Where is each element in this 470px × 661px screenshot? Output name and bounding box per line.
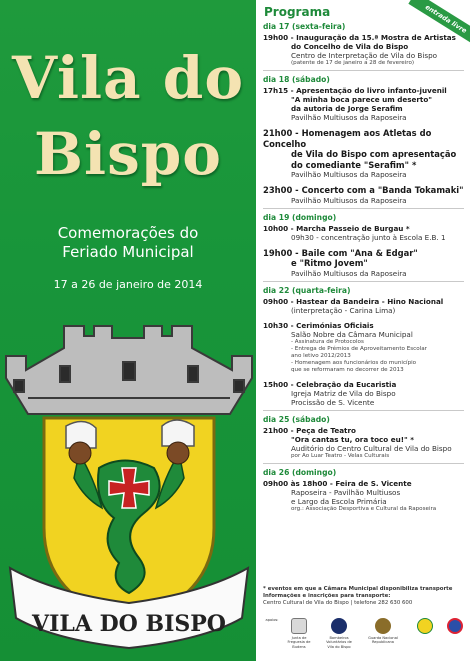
program-event: [263, 426, 464, 460]
municipio-icon: [417, 618, 433, 634]
logo-junta: [284, 618, 314, 649]
day-separator: [263, 410, 464, 411]
event-detail-line: Auditório do Centro Cultural de Vila do Bispo: [291, 443, 452, 453]
event-title-line: 17h15 - Apresentação do livro infanto-juvenil: [263, 86, 447, 95]
event-note-line: (patente de 17 de janeiro a 28 de fevereiro): [291, 60, 415, 66]
event-detail-line: Igreja Matriz de Vila do Bispo: [291, 388, 396, 398]
subtitle-line-2: Feriado Municipal: [62, 243, 194, 261]
subtitle-line-1: Comemorações do: [57, 224, 199, 242]
event-title-line: "A minha boca parece um deserto": [291, 95, 433, 104]
event-title-line: de Vila do Bispo com apresentação: [291, 149, 457, 159]
program-event: [263, 86, 464, 122]
event-detail-line: Pavilhão Multiusos da Raposeira: [291, 113, 407, 122]
event-title-line: do Concelho de Vila do Bispo: [291, 42, 409, 51]
day-heading: dia 18 (sábado): [263, 75, 330, 84]
program-event: [263, 380, 464, 407]
logo-gnr-label: Guarda Nacional Republicana: [368, 636, 398, 645]
program-list: [263, 22, 464, 513]
centro-cultural-icon: [447, 618, 463, 634]
event-gap: [263, 374, 464, 379]
junta-icon: [291, 618, 307, 634]
event-title-line: e "Ritmo Jovem": [291, 258, 368, 268]
day-heading: dia 25 (sábado): [263, 414, 330, 424]
event-detail-line: 09h30 - concentração junto à Escola E.B. 1: [291, 232, 446, 242]
footer-notes: [263, 586, 467, 607]
event-title-line: 10h30 - Cerimónias Oficiais: [263, 320, 374, 330]
event-detail-line: Salão Nobre da Câmara Municipal: [291, 329, 413, 339]
program-event: [263, 128, 464, 179]
program-event: [263, 185, 464, 205]
day-separator: [263, 70, 464, 71]
logo-centro-cultural: [440, 618, 470, 636]
footer-note-contact: Centro Cultural de Vila do Bispo | telefone 282 630 600: [263, 600, 413, 606]
mural-crown: [6, 326, 252, 414]
crest-banner-text: VILA DO BISPO: [32, 611, 226, 637]
program-event: [263, 33, 464, 67]
event-detail-line: e Largo da Escola Primária: [291, 496, 387, 506]
event-title-line: 21h00 - Peça de Teatro: [263, 425, 356, 435]
event-detail-line: Raposeira - Pavilhão Multiusos: [291, 487, 401, 497]
event-title-line: do comediante "Serafim" *: [291, 159, 417, 170]
program-heading: Programa: [264, 5, 331, 19]
sponsor-logos: [262, 618, 468, 660]
logo-gnr: [368, 618, 398, 645]
day-heading: dia 26 (domingo): [263, 467, 337, 477]
footer-note-transport: * eventos em que a Câmara Municipal disponibiliza transporte: [263, 586, 453, 592]
date-range: 17 a 26 de janeiro de 2014: [53, 278, 203, 291]
gnr-icon: [375, 618, 391, 634]
apoios-label: apoios:: [265, 618, 279, 622]
day-heading: dia 19 (domingo): [263, 212, 337, 222]
event-note-line: org.: Associação Desportiva e Cultural da Raposeira: [291, 505, 437, 512]
event-gap: [263, 242, 464, 247]
free-entry-ribbon: entrada livre: [408, 0, 470, 46]
title-line-1: Vila do: [11, 44, 245, 112]
coat-of-arms: [4, 318, 254, 653]
program-event: [263, 321, 464, 374]
program-event: [263, 297, 464, 315]
title-line-2: Bispo: [34, 120, 222, 188]
program-event: [263, 224, 464, 242]
event-title-line: 09h00 - Hastear da Bandeira - Hino Nacional: [263, 296, 444, 306]
day-heading: dia 17 (sexta-feira): [263, 22, 346, 31]
event-detail-line: (interpretação - Carina Lima): [291, 305, 396, 315]
bombeiros-icon: [331, 618, 347, 634]
event-title-line: da autoria de Jorge Serafim: [291, 104, 403, 113]
logo-bombeiros-label: Bombeiros Voluntários de Vila do Bispo: [326, 636, 352, 649]
footer-note-info: Informações e inscrições para transporte:: [263, 593, 391, 599]
event-detail-line: Pavilhão Multiusos da Raposeira: [291, 195, 407, 205]
event-gap: [263, 122, 464, 127]
event-detail-line: Procissão de S. Vicente: [291, 397, 375, 407]
event-title-line: "Ora cantas tu, ora toco eu!" *: [291, 434, 415, 444]
program-event: [263, 248, 464, 278]
event-gap: [263, 315, 464, 320]
event-title-line: 19h00 - Inauguração da 15.ª Mostra de Artistas: [263, 33, 456, 42]
event-note-line: - Homenagem aos funcionários do município: [291, 359, 417, 366]
event-note-line: que se reformaram no decorrer de 2013: [291, 366, 404, 373]
event-detail-line: Centro de Interpretação de Vila do Bispo: [291, 51, 438, 60]
event-detail-line: Pavilhão Multiusos da Raposeira: [291, 268, 407, 278]
event-detail-line: Pavilhão Multiusos da Raposeira: [291, 170, 407, 179]
program-event: [263, 479, 464, 513]
event-gap: [263, 179, 464, 184]
logo-municipio: [410, 618, 440, 636]
event-note-line: - Entrega de Prémios de Aproveitamento Escolar: [291, 345, 427, 352]
logo-junta-label: Junta de Freguesia de Budens: [287, 636, 311, 649]
event-title-line: 21h00 - Homenagem aos Atletas do Concelho: [263, 128, 432, 149]
event-note-line: ano letivo 2012/2013: [291, 352, 351, 359]
program-column: [256, 0, 470, 661]
day-separator: [263, 281, 464, 282]
event-note-line: por Ao Luar Teatro - Velas Culturais: [291, 452, 390, 459]
day-separator: [263, 463, 464, 464]
event-title-line: 10h00 - Marcha Passeio de Burgau *: [263, 223, 410, 233]
day-separator: [263, 208, 464, 209]
event-title-line: 09h00 às 18h00 - Feira de S. Vicente: [263, 478, 412, 488]
day-heading: dia 22 (quarta-feira): [263, 285, 351, 295]
event-title-line: 19h00 - Baile com "Ana & Edgar": [263, 247, 418, 258]
logo-bombeiros: [324, 618, 354, 649]
event-note-line: - Assinatura de Protocolos: [291, 338, 364, 345]
event-title-line: 23h00 - Concerto com a "Banda Tokamaki": [263, 185, 464, 195]
event-title-line: 15h00 - Celebração da Eucaristia: [263, 379, 397, 389]
